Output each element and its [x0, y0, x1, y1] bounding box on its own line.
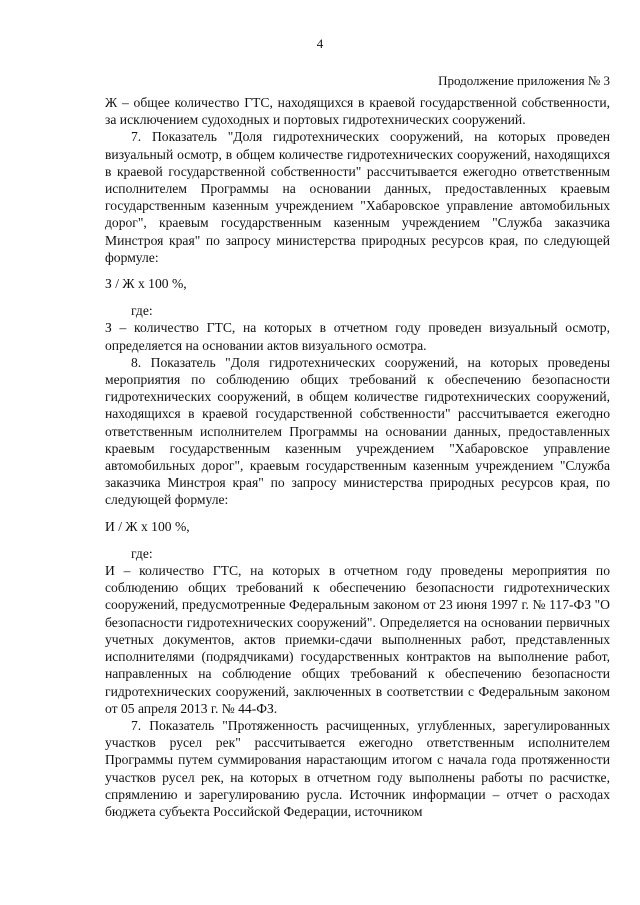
paragraph-indicator-7-inspection: 7. Показатель "Доля гидротехнических сооружений, на которых проведен визуальный осмотр, в общем количестве гидротехнических сооружений, находящихся в краевой государственной собственности" рассчитывается ежегодно ответственным исполнителем Программы на основании данных, предоставленных краевым государственным казенным учреждением "Хабаровское управление автомобильных дорог", краевым государственным казенным учреждением "Служба заказчика Минстроя края" по запросу министерства природных ресурсов края, по следующей формуле:	[105, 129, 610, 265]
paragraph-indicator-7-riverbeds: 7. Показатель "Протяженность расчищенных, углубленных, зарегулированных участков русел рек" рассчитывается ежегодно ответственным исполнителем Программы путем суммирования нарастающим итогом с начала года протяженности участков русел рек, на которых в отчетном году выполнены работы по расчистке, спрямлению и зарегулированию русла. Источник информации – отчет о расходах бюджета субъекта Российской Федерации, источником	[105, 717, 610, 819]
document-body	[105, 94, 610, 820]
appendix-continuation-note: Продолжение приложения № 3	[438, 73, 610, 88]
paragraph-zh-definition: Ж – общее количество ГТС, находящихся в краевой государственной собственности, за исключением судоходных и портовых гидротехнических сооружений.	[105, 95, 610, 128]
paragraph-indicator-8-safety: 8. Показатель "Доля гидротехнических сооружений, на которых проведены мероприятия по соблюдению общих требований к обеспечению безопасности гидротехнических сооружений, в общем количестве гидротехнических сооружений, находящихся в краевой государственной собственности" рассчитывается ежегодно ответственным исполнителем Программы на основании данных, предоставленных краевым государственным казенным учреждением "Хабаровское управление автомобильных дорог", краевым государственным казенным учреждением "Служба заказчика Минстроя края" по запросу министерства природных ресурсов края, по следующей формуле:	[105, 354, 610, 508]
formula-inspection-share: З / Ж х 100 %,	[105, 276, 187, 292]
formula-safety-share: И / Ж х 100 %,	[105, 518, 190, 534]
page-number: 4	[316, 36, 324, 51]
paragraph-z-definition: З – количество ГТС, на которых в отчетном году проведен визуальный осмотр, определяется на основании актов визуального осмотра.	[105, 320, 610, 353]
paragraph-i-definition: И – количество ГТС, на которых в отчетном году проведены мероприятия по соблюдению общих требований к обеспечению безопасности гидротехнических сооружений, предусмотренные Федеральным законом от 23 июня 1997 г. № 117-ФЗ "О безопасности гидротехнических сооружений". Определяется на основании первичных учетных документов, актов приемки-сдачи выполненных работ, представленных исполнителями (подрядчиками) государственных контрактов на выполнение работ, направленных на соблюдение общих требований к обеспечению безопасности гидротехнических сооружений, заключенных в соответствии с Федеральным законом от 05 апреля 2013 г. № 44-ФЗ.	[105, 563, 610, 716]
where-label-2: где:	[131, 545, 153, 561]
where-label-1: где:	[131, 303, 153, 319]
